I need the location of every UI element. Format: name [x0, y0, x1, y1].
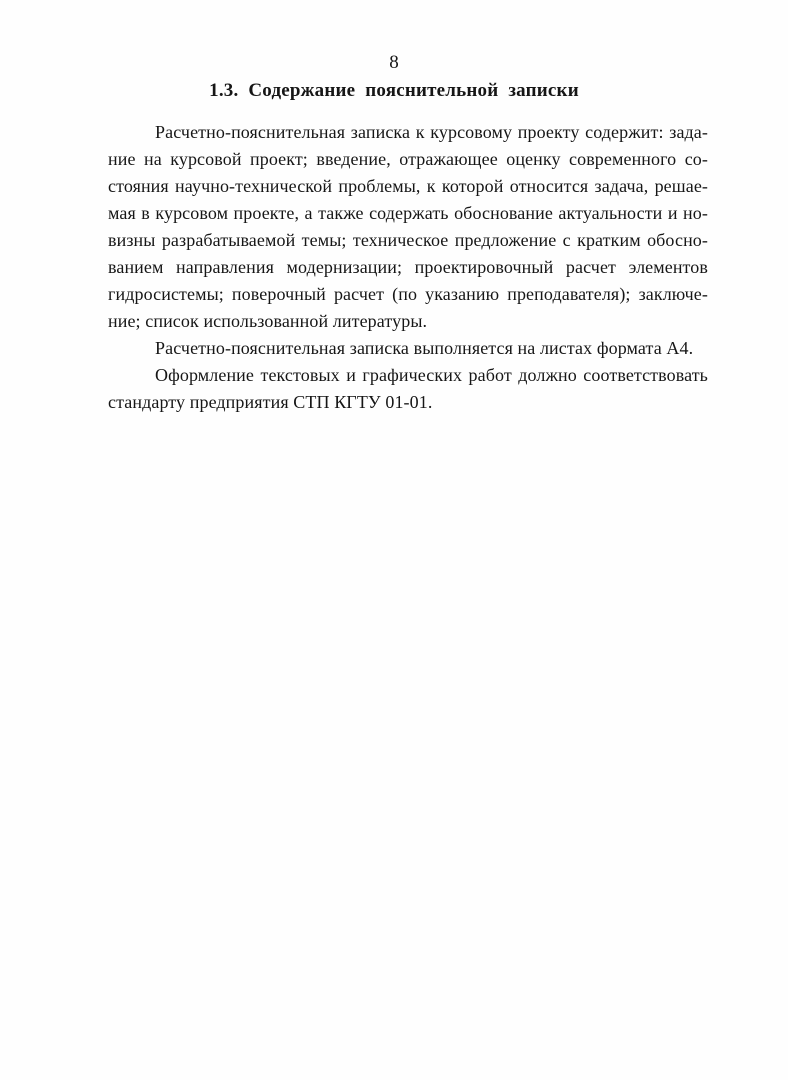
page-number: 8 — [389, 52, 399, 73]
text-line: стояния научно-технической проблемы, к которой относится задача, решае- — [108, 176, 708, 196]
text-line: Расчетно-пояснительная записка выполняется на листах формата А4. — [155, 338, 694, 358]
body-text — [108, 119, 708, 416]
text-line: визны разрабатываемой темы; техническое предложение с кратким обосно- — [108, 230, 708, 250]
section-heading: 1.3. Содержание пояснительной записки — [209, 80, 579, 101]
text-line: ние на курсовой проект; введение, отражающее оценку современного со- — [108, 149, 708, 169]
text-line: Оформление текстовых и графических работ должно соответствовать — [155, 365, 708, 385]
text-line: Расчетно-пояснительная записка к курсовому проекту содержит: зада- — [155, 122, 708, 142]
text-line: ванием направления модернизации; проектировочный расчет элементов — [108, 257, 708, 277]
text-line: стандарту предприятия СТП КГТУ 01-01. — [108, 392, 433, 412]
text-line: мая в курсовом проекте, а также содержать обоснование актуальности и но- — [108, 203, 708, 223]
text-line: гидросистемы; поверочный расчет (по указанию преподавателя); заключе- — [108, 284, 708, 304]
text-line: ние; список использованной литературы. — [108, 311, 428, 331]
